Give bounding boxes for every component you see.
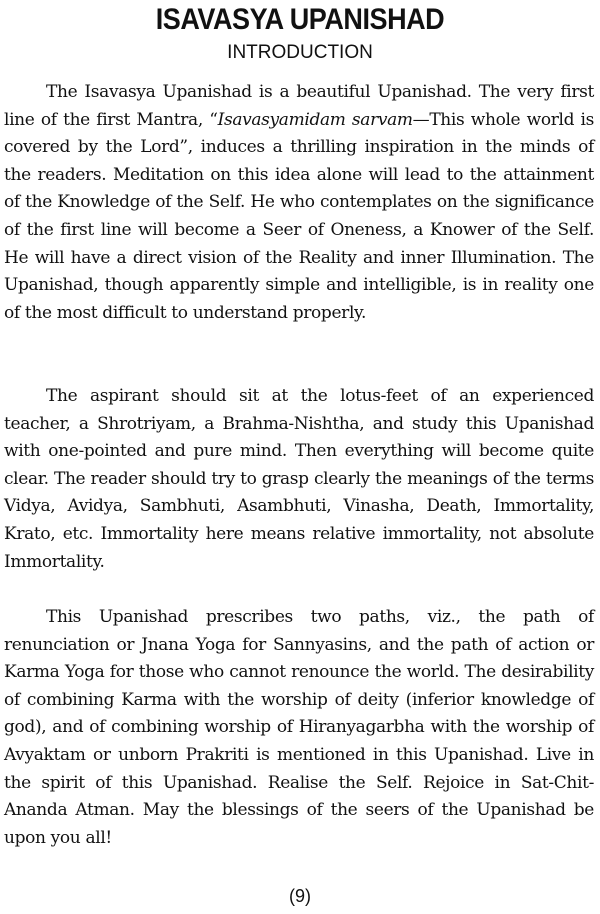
paragraph-1-text-end: —This whole world is covered by the Lord”, induces a thrilling inspiration in the minds of the readers. Meditation on this idea alone will lead to the attainment of the Knowledge of the Self. He who contemplates on the significance of the first line will become a Seer of Oneness, a Knower of the Self. He will have a direct vision of the Reality and inner Illumination. The Upanishad, though apparently simple and intelligible, is in reality one of the most difficult to understand properly.: [4, 109, 594, 323]
page-title: ISAVASYA UPANISHAD: [155, 3, 445, 36]
paragraph-1: [4, 79, 594, 327]
paragraph-1-text-start: The Isavasya Upanishad is a beautiful Upanishad. The very first line of the first Mantra, “: [4, 82, 594, 130]
page-number: (9): [289, 886, 311, 906]
section-heading: INTRODUCTION: [227, 42, 373, 63]
paragraph-2: The aspirant should sit at the lotus-feet of an experienced teacher, a Shrotriyam, a Brahma-Nishtha, and study this Upanishad with one-pointed and pure mind. Then everything will become quite clear. The reader should try to grasp clearly the meanings of the terms Vidya, Avidya, Sambhuti, Asambhuti, Vinasha, Death, Immortality, Krato, etc. Immortality here means relative immortality, not absolute Immortality.: [4, 386, 594, 572]
paragraph-1-italic-quote: Isavasyamidam sarvam: [217, 109, 413, 130]
paragraph-3: This Upanishad prescribes two paths, viz., the path of renunciation or Jnana Yoga for Sannyasins, and the path of action or Karma Yoga for those who cannot renounce the world. The desirability of combining Karma with the worship of deity (inferior knowledge of god), and of combining worship of Hiranyagarbha with the worship of Avyaktam or unborn Prakriti is mentioned in this Upanishad. Live in the spirit of this Upanishad. Realise the Self. Rejoice in Sat-Chit-Ananda Atman. May the blessings of the seers of the Upanishad be upon you all!: [4, 607, 594, 848]
